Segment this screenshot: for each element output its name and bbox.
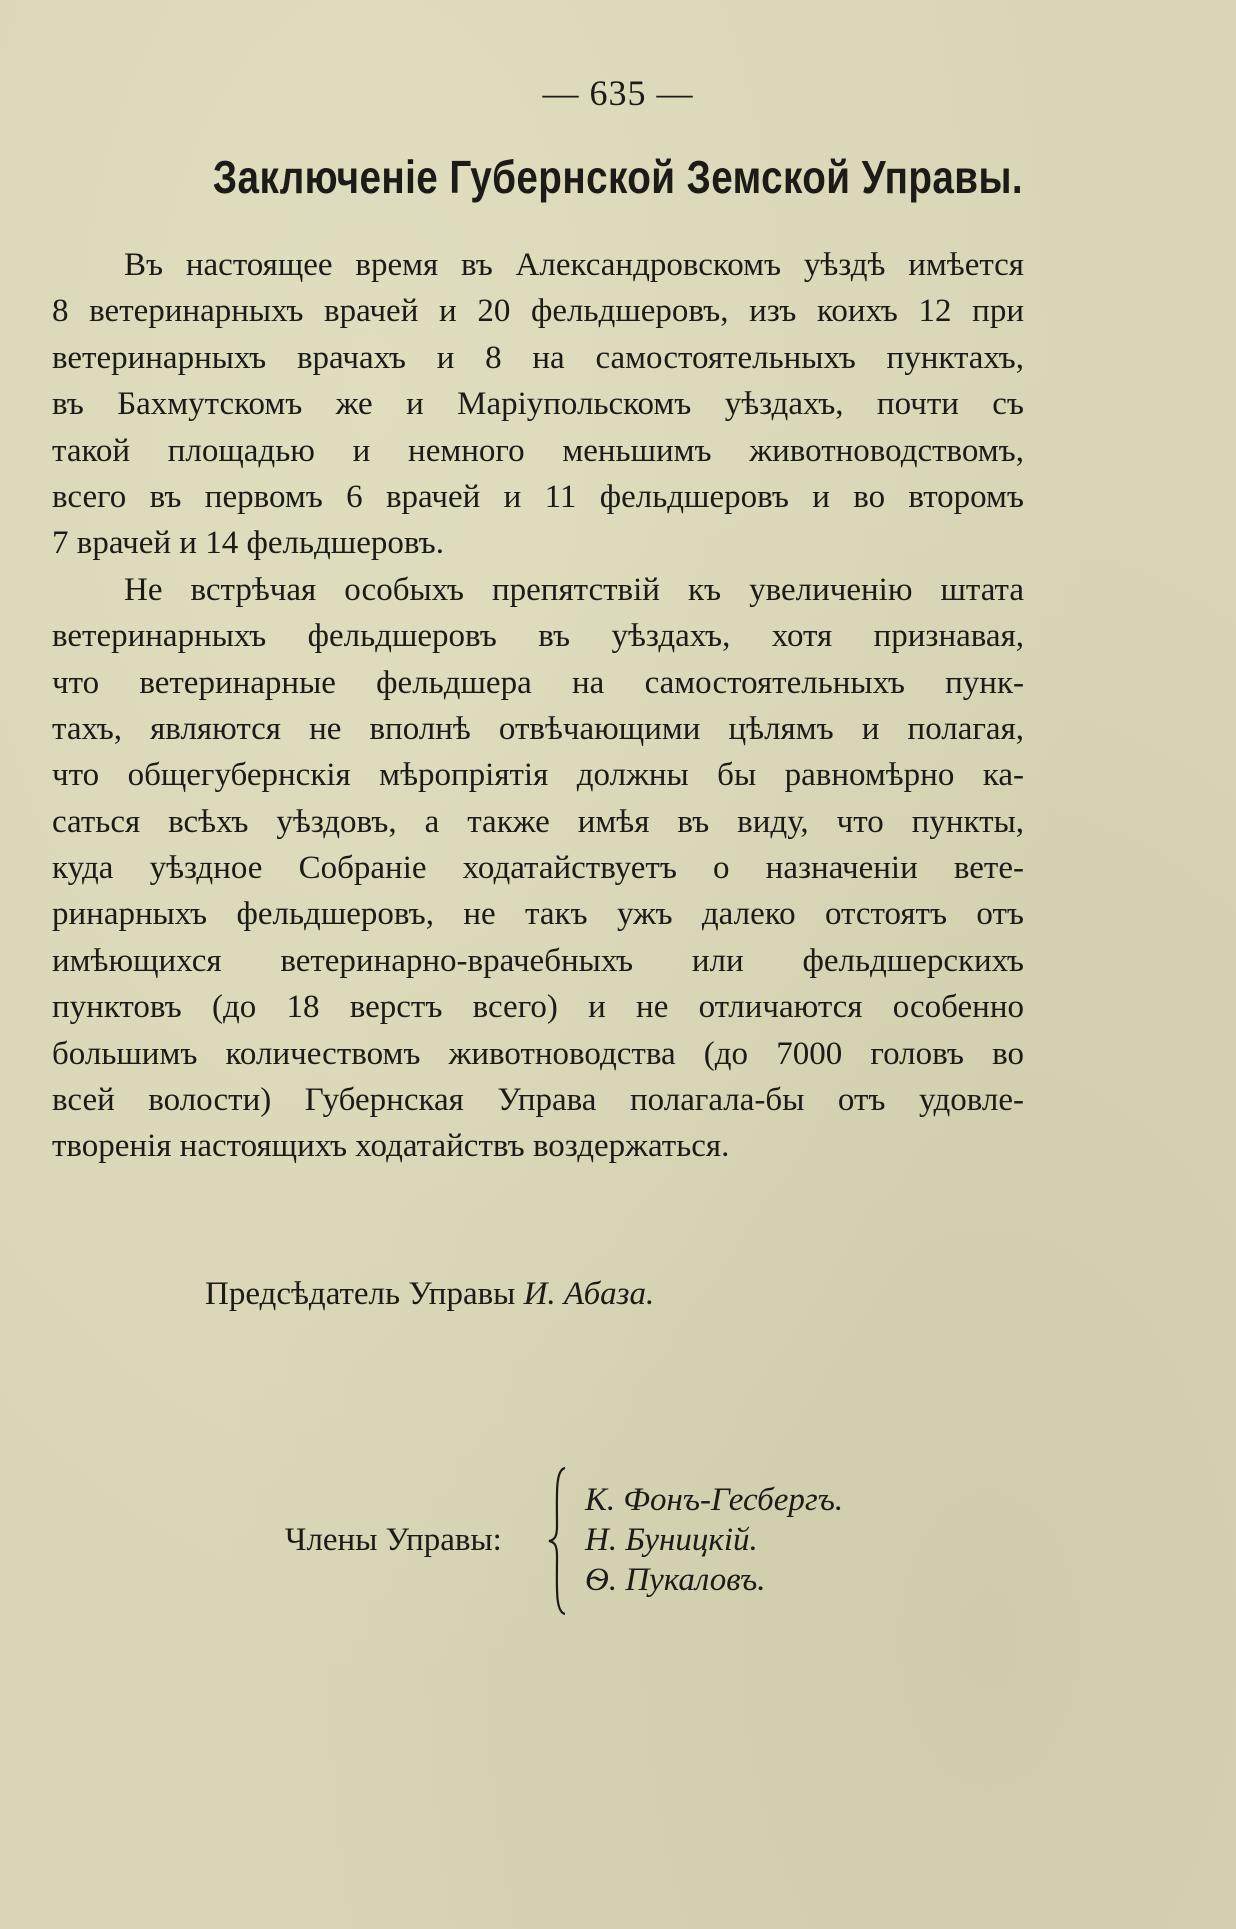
text-line: всего въ первомъ 6 врачей и 11 фельдшеровъ и во второмъ bbox=[52, 478, 1024, 515]
member-name: Ѳ. Пукаловъ. bbox=[585, 1562, 766, 1598]
chairman-name: И. Абаза. bbox=[523, 1276, 655, 1312]
text-line: творенія настоящихъ ходатайствъ воздержаться. bbox=[52, 1128, 730, 1165]
curly-brace-icon bbox=[547, 1466, 571, 1616]
text-line: Въ настоящее время въ Александровскомъ уѣздѣ имѣется bbox=[124, 247, 1024, 283]
text-line: ринарныхъ фельдшеровъ, не такъ ужъ далеко отстоятъ отъ bbox=[52, 896, 1024, 933]
member-names bbox=[585, 1480, 843, 1600]
chairman-title: Предсѣдатель Управы bbox=[205, 1276, 516, 1312]
text-line: что общегубернскія мѣропріятія должны бы равномѣрно ка- bbox=[52, 757, 1024, 794]
paragraph-1 bbox=[52, 242, 1024, 567]
member-name: Н. Буницкій. bbox=[585, 1522, 758, 1558]
paragraph-2 bbox=[52, 567, 1024, 1170]
body-text bbox=[52, 242, 1024, 1170]
board-members bbox=[285, 1466, 985, 1616]
text-line: большимъ количествомъ животноводства (до 7000 головъ во bbox=[52, 1035, 1024, 1072]
page-number: — 635 — bbox=[542, 73, 694, 113]
text-line: куда уѣздное Собраніе ходатайствуетъ о назначеніи вете- bbox=[52, 850, 1024, 887]
text-line: тахъ, являются не вполнѣ отвѣчающими цѣлямъ и полагая, bbox=[52, 710, 1024, 747]
members-label: Члены Управы: bbox=[285, 1522, 502, 1558]
text-line: 8 ветеринарныхъ врачей и 20 фельдшеровъ, изъ коихъ 12 при bbox=[52, 293, 1024, 330]
text-line: ветеринарныхъ врачахъ и 8 на самостоятельныхъ пунктахъ, bbox=[52, 339, 1024, 376]
chairman-signature bbox=[205, 1276, 654, 1313]
text-line: имѣющихся ветеринарно-врачебныхъ или фельдшерскихъ bbox=[52, 942, 1024, 979]
text-line: въ Бахмутскомъ же и Маріупольскомъ уѣздахъ, почти съ bbox=[52, 386, 1024, 423]
member-name: К. Фонъ-Гесбергъ. bbox=[585, 1482, 844, 1518]
text-line: всей волости) Губернская Управа полагала-бы отъ удовле- bbox=[52, 1082, 1024, 1119]
text-line: пунктовъ (до 18 верстъ всего) и не отличаются особенно bbox=[52, 989, 1024, 1026]
text-line: Не встрѣчая особыхъ препятствій къ увеличенію штата bbox=[124, 571, 1024, 608]
text-line: 7 врачей и 14 фельдшеровъ. bbox=[52, 525, 444, 562]
text-line: такой площадью и немного меньшимъ животноводствомъ, bbox=[52, 432, 1024, 469]
page-title: Заключеніе Губернской Земской Управы. bbox=[212, 151, 1024, 203]
text-line: что ветеринарные фельдшера на самостоятельныхъ пунк- bbox=[52, 664, 1024, 701]
text-line: ветеринарныхъ фельдшеровъ въ уѣздахъ, хотя признавая, bbox=[52, 618, 1024, 655]
text-line: саться всѣхъ уѣздовъ, а также имѣя въ виду, что пункты, bbox=[52, 803, 1024, 840]
